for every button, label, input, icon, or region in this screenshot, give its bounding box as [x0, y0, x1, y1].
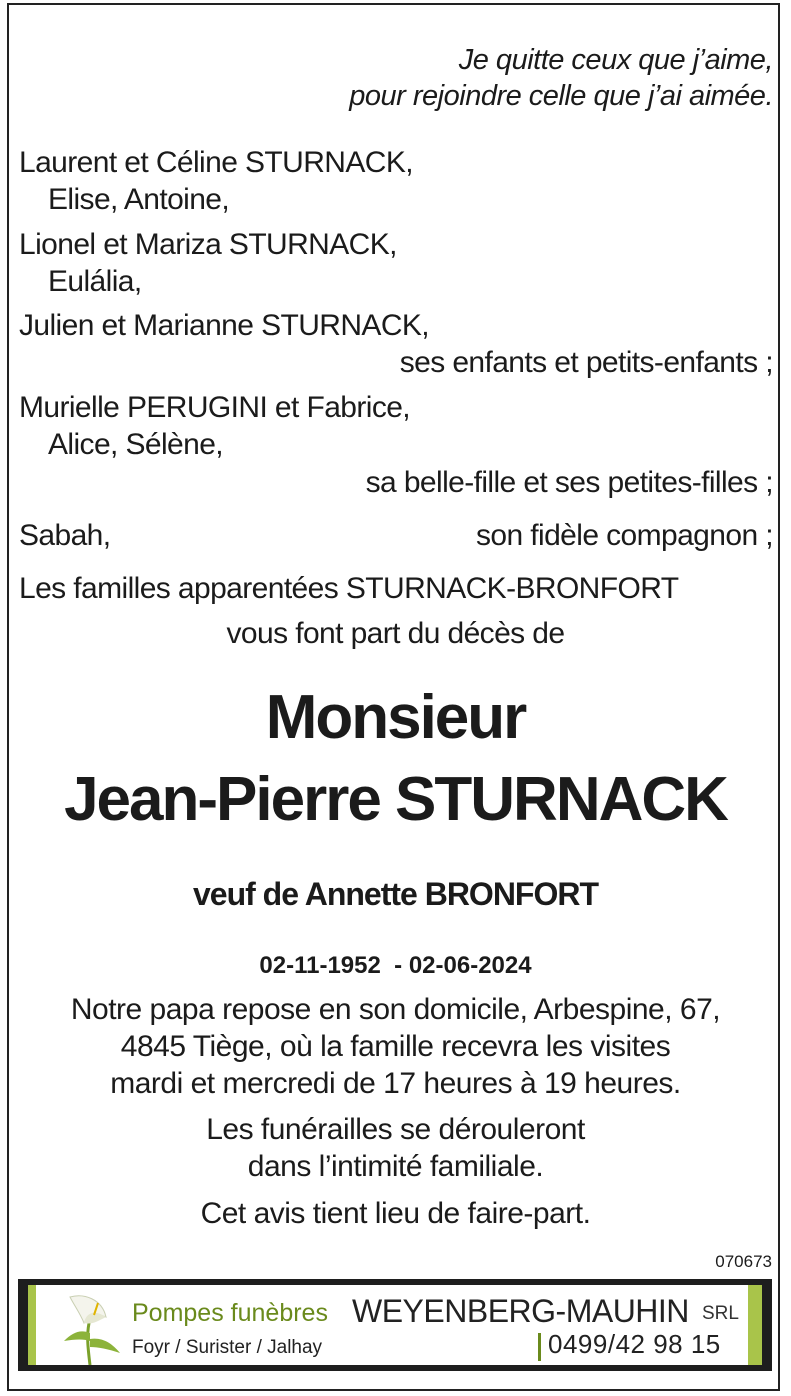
epigraph-line-2: pour rejoindre celle que j’ai aimée. — [349, 80, 773, 112]
family-line: Eulália, — [48, 265, 142, 298]
notice-line: Les funérailles se dérouleront — [206, 1113, 585, 1146]
family-line: Lionel et Mariza STURNACK, — [19, 228, 397, 261]
funeral-home-banner — [18, 1279, 772, 1371]
family-line: Julien et Marianne STURNACK, — [19, 309, 430, 342]
announcement-line: vous font part du décès de — [226, 617, 565, 650]
banner-accent — [28, 1285, 762, 1365]
notice-line: 4845 Tiège, où la famille recevra les visites — [120, 1030, 671, 1063]
reference-number: 070673 — [715, 1252, 772, 1271]
family-line: Sabah, — [19, 519, 111, 552]
funeral-home-prefix: Pompes funèbres — [132, 1299, 328, 1327]
dates: 02-11-1952 - 02-06-2024 — [259, 952, 532, 979]
family-role: son fidèle compagnon ; — [475, 519, 773, 552]
deceased-name: Jean-Pierre STURNACK — [64, 765, 727, 834]
family-line: Laurent et Céline STURNACK, — [19, 146, 413, 179]
deceased-title: Monsieur — [265, 683, 526, 752]
funeral-home-name: WEYENBERG-MAUHIN — [352, 1293, 689, 1329]
banner-card — [36, 1285, 748, 1365]
family-line: Les familles apparentées STURNACK-BRONFORT — [19, 572, 679, 605]
family-line: Elise, Antoine, — [48, 183, 230, 216]
notice-line: Notre papa repose en son domicile, Arbespine, 67, — [70, 993, 721, 1026]
family-role: sa belle-fille et ses petites-filles ; — [365, 466, 773, 499]
notice-line: mardi et mercredi de 17 heures à 19 heures. — [110, 1067, 681, 1100]
widower-line: veuf de Annette BRONFORT — [192, 876, 599, 912]
family-role: ses enfants et petits-enfants ; — [399, 346, 773, 379]
lily-icon — [50, 1289, 130, 1365]
family-line: Alice, Sélène, — [48, 428, 224, 461]
notice-line: dans l’intimité familiale. — [247, 1150, 544, 1183]
phone-divider — [538, 1333, 541, 1361]
epigraph-line-1: Je quitte ceux que j’aime, — [458, 44, 773, 76]
family-line: Murielle PERUGINI et Fabrice, — [19, 391, 411, 424]
funeral-home-suffix: SRL — [702, 1303, 739, 1324]
notice-line: Cet avis tient lieu de faire-part. — [200, 1197, 591, 1230]
funeral-home-phone: 0499/42 98 15 — [548, 1329, 721, 1359]
funeral-home-locations: Foyr / Surister / Jalhay — [132, 1337, 323, 1358]
